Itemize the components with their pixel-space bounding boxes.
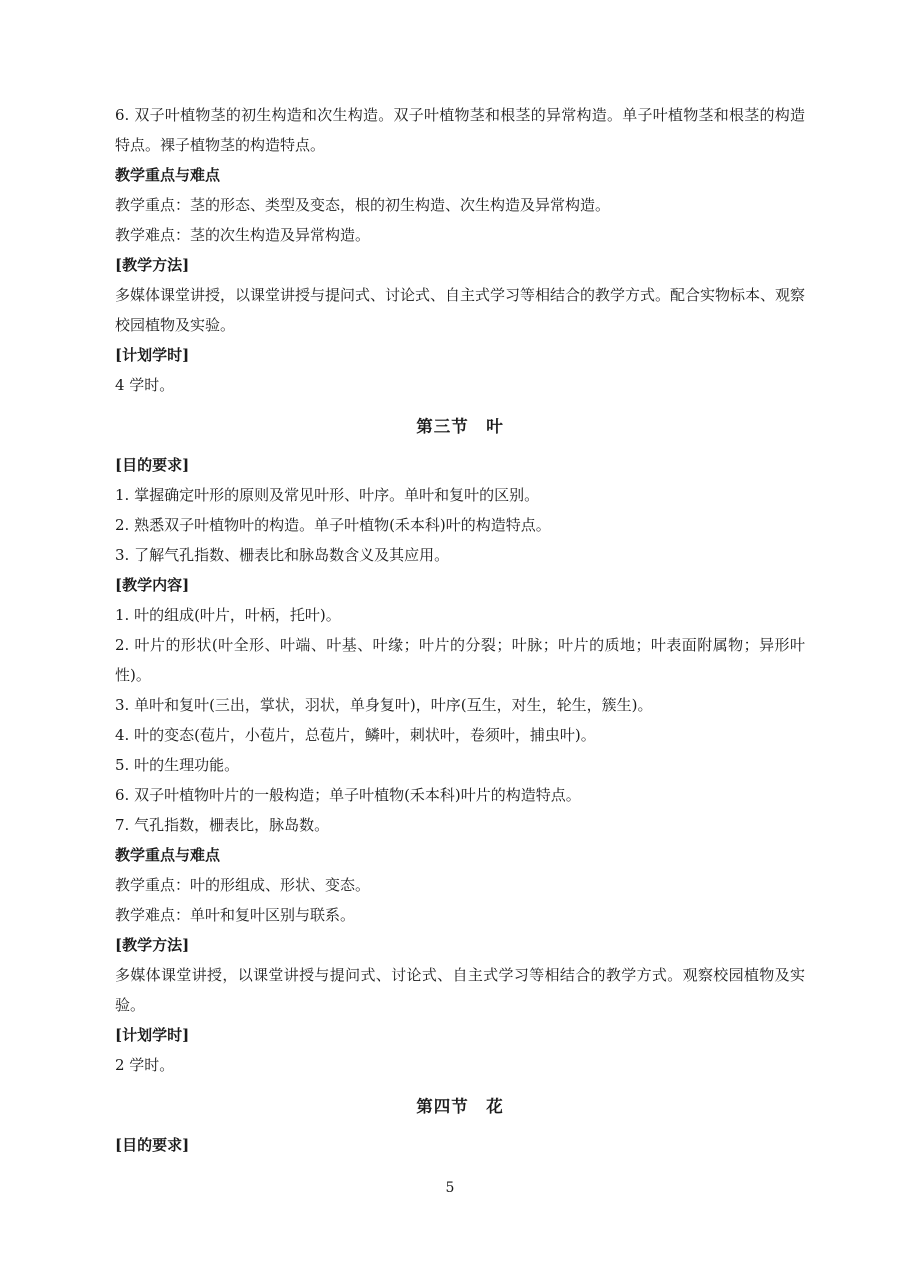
page-number: 5 xyxy=(445,1180,455,1196)
content-paragraph: 4 学时。 xyxy=(115,376,175,394)
subheading-teaching-content: [教学内容] xyxy=(115,576,190,594)
subheading-objectives: [目的要求] xyxy=(115,1136,190,1154)
content-paragraph: 1. 叶的组成(叶片，叶柄，托叶)。 xyxy=(115,606,341,624)
content-paragraph: 教学重点：叶的形组成、形状、变态。 xyxy=(115,876,371,894)
subheading-teaching-methods: [教学方法] xyxy=(115,936,190,954)
content-paragraph: 5. 叶的生理功能。 xyxy=(115,756,240,774)
content-paragraph: 3. 单叶和复叶(三出，掌状，羽状，单身复叶)，叶序(互生，对生，轮生，簇生)。 xyxy=(115,696,653,714)
content-paragraph: 2. 熟悉双子叶植物叶的构造。单子叶植物(禾本科)叶的构造特点。 xyxy=(115,516,551,534)
section-title-leaf: 第三节 叶 xyxy=(416,417,504,436)
section-title-flower: 第四节 花 xyxy=(416,1097,504,1116)
subheading-planned-hours: [计划学时] xyxy=(115,346,190,364)
content-paragraph: 多媒体课堂讲授，以课堂讲授与提问式、讨论式、自主式学习等相结合的教学方式。观察校园植物及实验。 xyxy=(115,966,805,1014)
content-paragraph: 3. 了解气孔指数、栅表比和脉岛数含义及其应用。 xyxy=(115,546,450,564)
content-paragraph: 1. 掌握确定叶形的原则及常见叶形、叶序。单叶和复叶的区别。 xyxy=(115,486,540,504)
content-paragraph: 多媒体课堂讲授，以课堂讲授与提问式、讨论式、自主式学习等相结合的教学方式。配合实物标本、观察校园植物及实验。 xyxy=(115,286,806,334)
document-body xyxy=(115,100,805,1160)
content-paragraph: 4. 叶的变态(苞片，小苞片，总苞片，鳞叶，刺状叶，卷须叶，捕虫叶)。 xyxy=(115,726,596,744)
subheading-objectives: [目的要求] xyxy=(115,456,190,474)
content-paragraph: 教学难点：茎的次生构造及异常构造。 xyxy=(115,226,371,244)
content-paragraph: 6. 双子叶植物叶片的一般构造；单子叶植物(禾本科)叶片的构造特点。 xyxy=(115,786,581,804)
content-paragraph: 2 学时。 xyxy=(115,1056,175,1074)
subheading-planned-hours: [计划学时] xyxy=(115,1026,190,1044)
content-paragraph: 6. 双子叶植物茎的初生构造和次生构造。双子叶植物茎和根茎的异常构造。单子叶植物茎和根茎的构造特点。裸子植物茎的构造特点。 xyxy=(115,106,805,154)
content-paragraph: 2. 叶片的形状(叶全形、叶端、叶基、叶缘；叶片的分裂；叶脉；叶片的质地；叶表面附属物；异形叶性)。 xyxy=(115,636,805,684)
content-paragraph: 教学难点：单叶和复叶区别与联系。 xyxy=(115,906,356,924)
content-paragraph: 7. 气孔指数，栅表比，脉岛数。 xyxy=(115,816,330,834)
subheading-key-points: 教学重点与难点 xyxy=(115,166,221,184)
subheading-teaching-methods: [教学方法] xyxy=(115,256,190,274)
content-paragraph: 教学重点：茎的形态、类型及变态，根的初生构造、次生构造及异常构造。 xyxy=(115,196,611,214)
subheading-key-points: 教学重点与难点 xyxy=(115,846,221,864)
